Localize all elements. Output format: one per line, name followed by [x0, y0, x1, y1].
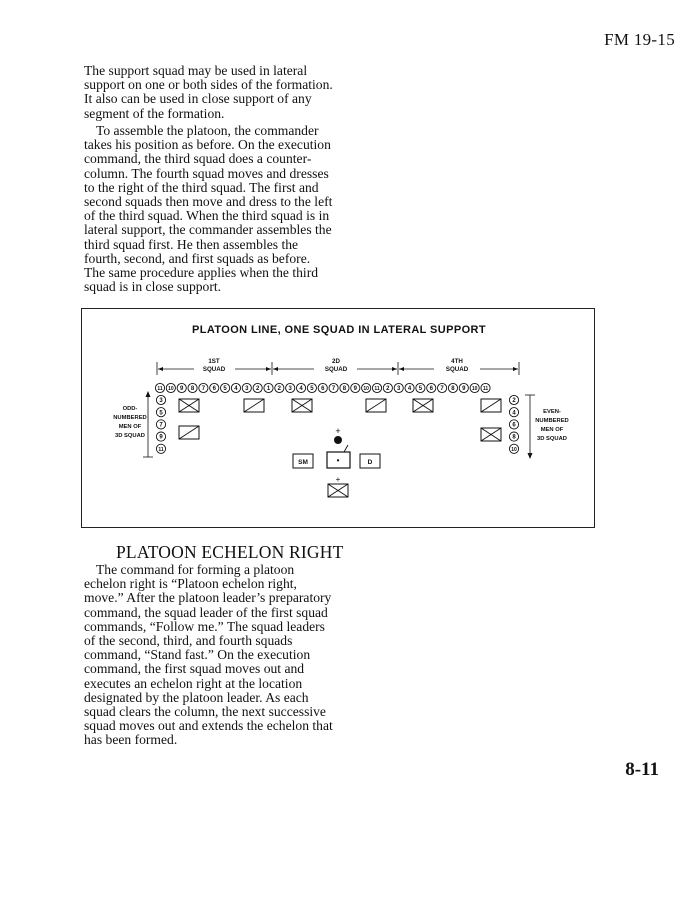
squad-1-member-3-number: 3 — [245, 386, 249, 393]
platoon-commander-dot — [334, 436, 342, 444]
squad-leader-box-4 — [481, 399, 501, 412]
odd-man-11 — [156, 444, 165, 453]
squad-2-member-3 — [286, 383, 295, 392]
third-squad-leader-box — [179, 426, 199, 439]
squad-member-row — [155, 383, 490, 392]
squad-leader-box-2 — [366, 399, 386, 412]
squad-2-member-2-number: 2 — [277, 386, 282, 393]
squad-2-member-5 — [307, 383, 316, 392]
squad-2-member-7 — [329, 383, 338, 392]
odd-label-line-3: MEN OF — [118, 424, 142, 430]
squad-2-member-9-number: 9 — [353, 386, 357, 393]
odd-man-11-number: 11 — [158, 446, 164, 453]
squad-leader-box-1 — [244, 399, 264, 412]
squad-1-member-4-number: 4 — [234, 386, 238, 393]
squad-3-member-7 — [438, 383, 447, 392]
odd-man-3 — [156, 395, 165, 404]
odd-label-line-2: NUMBERED — [113, 415, 147, 421]
squad-1-member-2-number: 2 — [255, 386, 260, 393]
even-man-4 — [509, 408, 518, 417]
even-label-line-2: NUMBERED — [535, 418, 569, 424]
squad-3-member-5 — [416, 383, 425, 392]
sm-box — [293, 454, 313, 468]
paragraph-support-squad: The support squad may be used in lateral support on one or both sides of the formation. It also can be used in close support of any segment of the formation. — [84, 63, 333, 121]
squad-1-member-6-number: 6 — [212, 386, 216, 393]
paragraph-assemble-platoon: To assemble the platoon, the commander takes his position as before. On the execution command, the third squad does a counter-column. The fourth squad moves and dresses to the right of the third squad. The first and second squads then move and dress to the left of the third squad. When the third squad is in lateral support, the commander assembles the third squad first. He then assembles the fourth, second, and first squads as before. The same procedure applies when the third squad is in close support. — [84, 123, 333, 295]
team-leader-box-2 — [292, 399, 312, 412]
figure-title: PLATOON LINE, ONE SQUAD IN LATERAL SUPPORT — [191, 324, 487, 336]
squad-1-member-2 — [253, 383, 262, 392]
d-box-label: D — [367, 459, 373, 466]
squad-1-member-1 — [264, 383, 273, 392]
squad-2-member-11 — [372, 383, 381, 392]
even-label-line-1: EVEN- — [543, 409, 561, 415]
odd-man-5-number: 5 — [159, 410, 163, 417]
squad-3-member-4 — [405, 383, 414, 392]
third-squad-team-leader-box — [481, 428, 501, 441]
squad-1-member-11 — [155, 383, 164, 392]
even-man-4-number: 4 — [512, 410, 516, 417]
squad-2-member-10 — [362, 383, 371, 392]
center-box — [327, 445, 350, 468]
paragraph-echelon-right: The command for forming a platoon echelon right is “Platoon echelon right, move.” After the platoon leader’s preparatory command, the squad leader of the first squad commands, “Follow me.” The squad leaders of the second, third, and fourth squads command, “Stand fast.” On the execution command, the first squad moves out and executes an echelon right at the location designated by the platoon leader. As each squad clears the column, the next successive squad moves out and extends the echelon that has been formed. — [84, 562, 333, 748]
even-man-10 — [509, 444, 518, 453]
odd-bracket — [143, 393, 153, 457]
squad-1-member-8 — [188, 383, 197, 392]
squad-1-member-5-number: 5 — [223, 386, 227, 393]
squad-2-member-8 — [340, 383, 349, 392]
even-label-line-4: 3D SQUAD — [537, 436, 567, 442]
even-label-line-3: MEN OF — [540, 427, 564, 433]
squad-2-member-4-number: 4 — [299, 386, 303, 393]
squad-4-label: SQUAD — [445, 366, 469, 373]
even-man-6-number: 6 — [512, 422, 516, 429]
odd-man-7-number: 7 — [159, 422, 163, 429]
section-title: PLATOON ECHELON RIGHT — [116, 542, 344, 562]
squad-3-member-3 — [394, 383, 403, 392]
squad-2-member-10-number: 10 — [363, 386, 369, 393]
squad-2-member-4 — [296, 383, 305, 392]
even-bracket — [525, 395, 535, 457]
even-man-8 — [509, 432, 518, 441]
squad-1-member-10 — [166, 383, 175, 392]
odd-numbered-column — [156, 395, 165, 453]
squad-2-member-7-number: 7 — [331, 386, 336, 393]
squad-3-member-2-number: 2 — [386, 386, 390, 393]
squad-2-member-6 — [318, 383, 327, 392]
even-man-2 — [509, 395, 518, 404]
squad-2-member-11-number: 11 — [374, 386, 380, 393]
svg-text:+: + — [335, 475, 341, 484]
squad-2-member-8-number: 8 — [342, 386, 347, 393]
squad-3-member-5-number: 5 — [418, 386, 423, 393]
squad-2-member-9 — [351, 383, 360, 392]
center-box-label: • — [336, 456, 340, 465]
odd-man-9 — [156, 432, 165, 441]
squad-1-member-6 — [210, 383, 219, 392]
squad-3-member-2 — [383, 383, 392, 392]
squad-3-member-4-number: 4 — [407, 386, 412, 393]
squad-1-member-9 — [177, 383, 186, 392]
squad-2-member-2 — [275, 383, 284, 392]
squad-1-member-5 — [221, 383, 230, 392]
odd-label-line-4: 3D SQUAD — [115, 433, 145, 439]
squad-2-member-3-number: 3 — [288, 386, 292, 393]
squad-1-member-1-number: 1 — [266, 386, 271, 393]
squad-3-member-9 — [459, 383, 468, 392]
squad-3-member-11 — [481, 383, 490, 392]
even-down-arrow — [528, 453, 533, 459]
team-leader-box-1 — [179, 399, 199, 412]
commander-plus-mark: + — [335, 426, 341, 436]
squad-3-member-7-number: 7 — [440, 386, 444, 393]
squad-3-member-6 — [427, 383, 436, 392]
squad-1-name: 1ST — [208, 358, 220, 365]
squad-3-member-8-number: 8 — [451, 386, 455, 393]
running-header: FM 19-15 — [604, 30, 675, 49]
squad-3-member-11-number: 11 — [482, 386, 489, 393]
squad-3-member-3-number: 3 — [397, 386, 401, 393]
squad-1-member-8-number: 8 — [190, 386, 195, 393]
sm-box-label: SM — [298, 459, 308, 466]
odd-man-5 — [156, 408, 165, 417]
squad-1-member-7-number: 7 — [201, 386, 206, 393]
squad-1-member-11-number: 11 — [157, 386, 163, 393]
squad-1-member-3 — [242, 383, 251, 392]
odd-label-line-1: ODD- — [122, 406, 138, 412]
squad-3-member-8 — [448, 383, 457, 392]
even-man-6 — [509, 420, 518, 429]
squad-4-name: 4TH — [451, 358, 463, 365]
even-man-8-number: 8 — [512, 434, 516, 441]
squad-1-label: SQUAD — [202, 366, 226, 373]
team-leader-box-3 — [413, 399, 433, 412]
squad-2-label: SQUAD — [324, 366, 348, 373]
squad-3-member-6-number: 6 — [429, 386, 433, 393]
squad-1-member-4 — [231, 383, 240, 392]
squad-3-member-10-number: 10 — [471, 386, 478, 393]
even-man-2-number: 2 — [512, 398, 516, 405]
platoon-formation-diagram — [82, 309, 596, 529]
squad-1-member-7 — [199, 383, 208, 392]
odd-man-9-number: 9 — [159, 434, 163, 441]
page-number: 8-11 — [625, 759, 659, 780]
squad-3-member-9-number: 9 — [462, 386, 466, 393]
d-box — [360, 454, 380, 468]
odd-up-arrow — [146, 391, 151, 397]
squad-2-name: 2D — [332, 358, 340, 365]
squad-1-member-9-number: 9 — [180, 386, 184, 393]
platoon-guide-box — [328, 475, 348, 497]
odd-man-3-number: 3 — [159, 398, 163, 405]
figure-platoon-line — [81, 308, 595, 528]
leader-symbols — [179, 399, 501, 497]
even-man-10-number: 10 — [511, 446, 517, 453]
odd-man-7 — [156, 420, 165, 429]
squad-2-member-5-number: 5 — [310, 386, 314, 393]
squad-3-member-10 — [470, 383, 479, 392]
squad-1-member-10-number: 10 — [168, 386, 174, 393]
even-numbered-column — [509, 395, 518, 453]
squad-2-member-6-number: 6 — [321, 386, 325, 393]
